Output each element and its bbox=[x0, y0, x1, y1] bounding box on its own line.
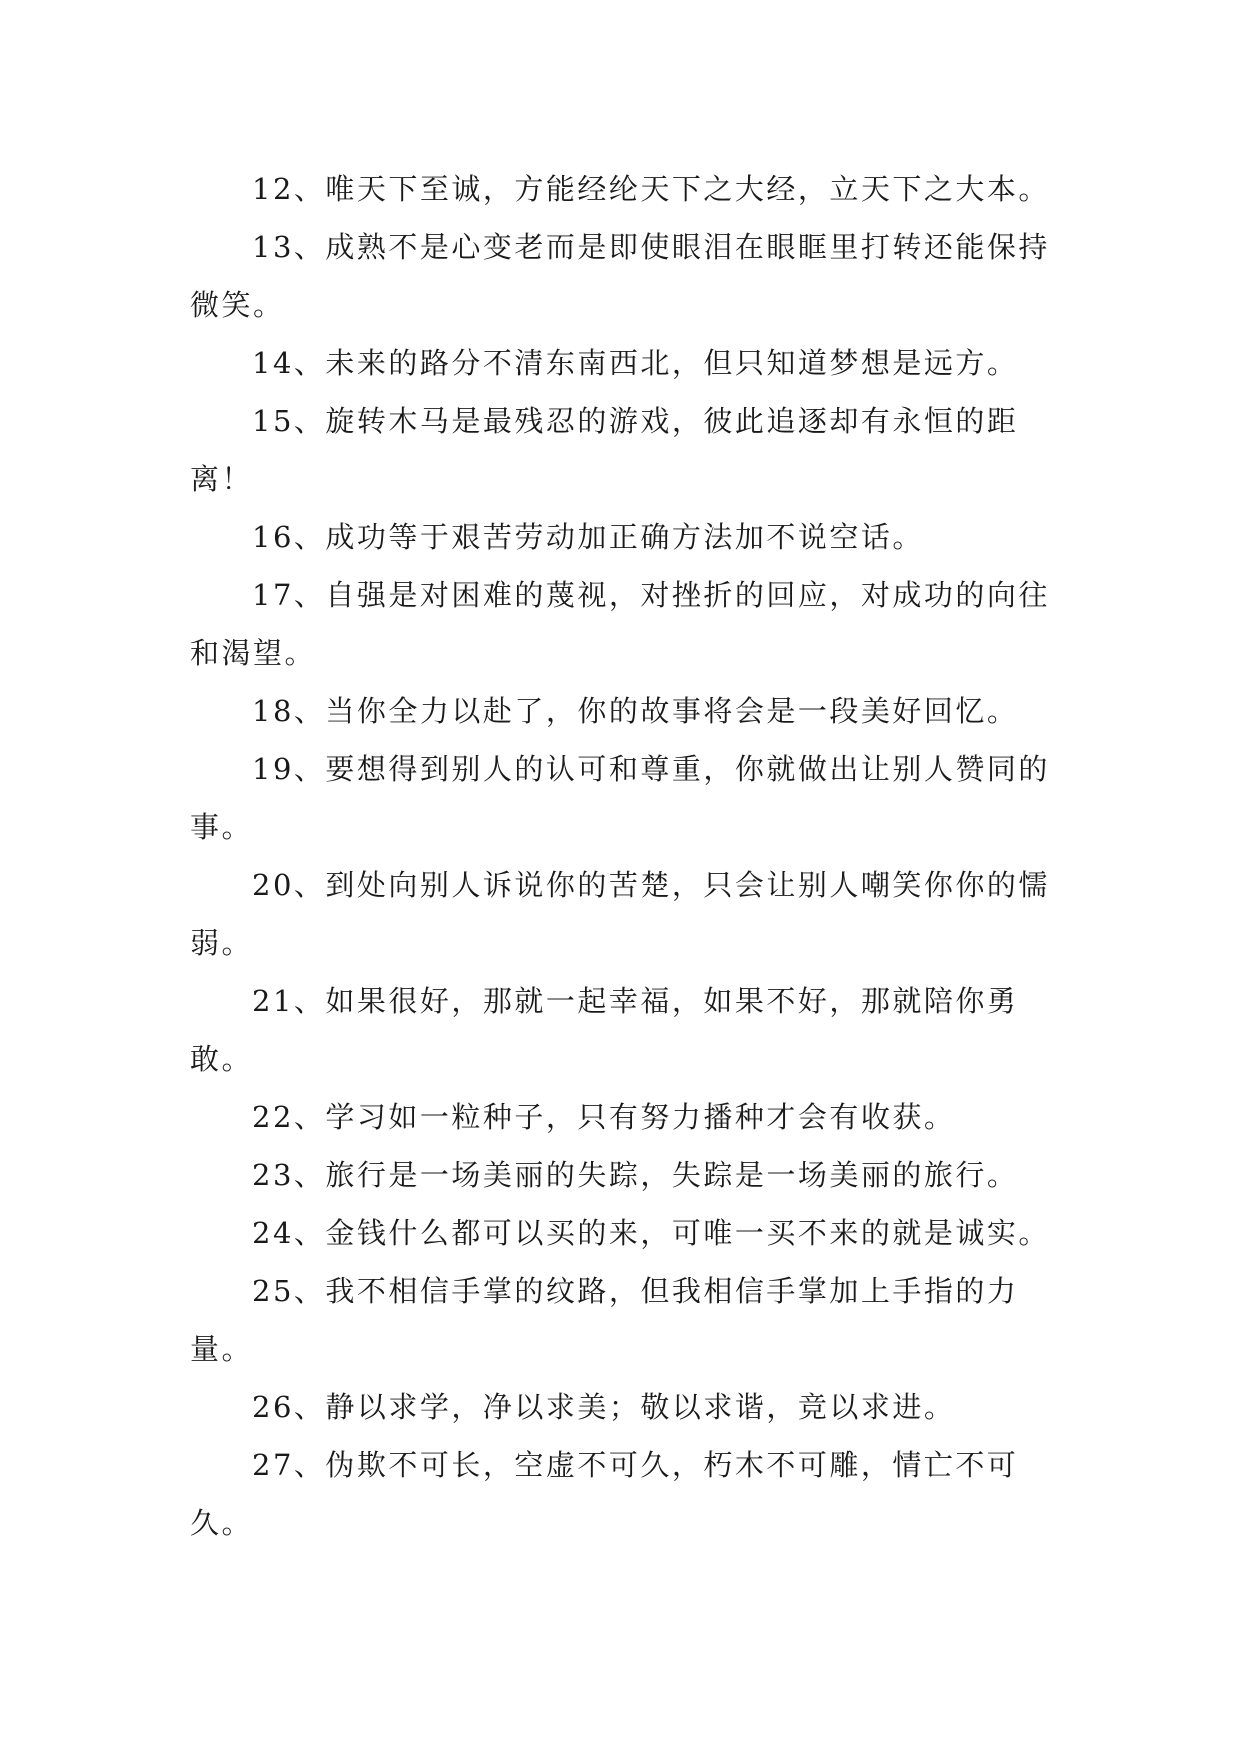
paragraph-16: 16、成功等于艰苦劳动加正确方法加不说空话。 bbox=[252, 520, 924, 554]
paragraph-19: 19、要想得到别人的认可和尊重，你就做出让别人赞同的事。 bbox=[190, 752, 1050, 844]
paragraph-23: 23、旅行是一场美丽的失踪，失踪是一场美丽的旅行。 bbox=[252, 1158, 1019, 1192]
paragraph-26: 26、静以求学，净以求美；敬以求谐，竞以求进。 bbox=[252, 1390, 956, 1424]
paragraph-21: 21、如果很好，那就一起幸福，如果不好，那就陪你勇敢。 bbox=[190, 984, 1019, 1076]
paragraph-13: 13、成熟不是心变老而是即使眼泪在眼眶里打转还能保持微笑。 bbox=[190, 230, 1050, 322]
document-body bbox=[190, 160, 1060, 1552]
paragraph-14: 14、未来的路分不清东南西北，但只知道梦想是远方。 bbox=[252, 346, 1019, 380]
paragraph-17: 17、自强是对困难的蔑视，对挫折的回应，对成功的向往和渴望。 bbox=[190, 578, 1050, 670]
paragraph-12: 12、唯天下至诚，方能经纶天下之大经，立天下之大本。 bbox=[252, 172, 1050, 206]
paragraph-15: 15、旋转木马是最残忍的游戏，彼此追逐却有永恒的距离！ bbox=[190, 404, 1019, 496]
paragraph-18: 18、当你全力以赴了，你的故事将会是一段美好回忆。 bbox=[252, 694, 1019, 728]
paragraph-20: 20、到处向别人诉说你的苦楚，只会让别人嘲笑你你的懦弱。 bbox=[190, 868, 1050, 960]
paragraph-24: 24、金钱什么都可以买的来，可唯一买不来的就是诚实。 bbox=[252, 1216, 1050, 1250]
paragraph-22: 22、学习如一粒种子，只有努力播种才会有收获。 bbox=[252, 1100, 956, 1134]
paragraph-25: 25、我不相信手掌的纹路，但我相信手掌加上手指的力量。 bbox=[190, 1274, 1019, 1366]
paragraph-27: 27、伪欺不可长，空虚不可久，朽木不可雕，情亡不可久。 bbox=[190, 1448, 1019, 1540]
